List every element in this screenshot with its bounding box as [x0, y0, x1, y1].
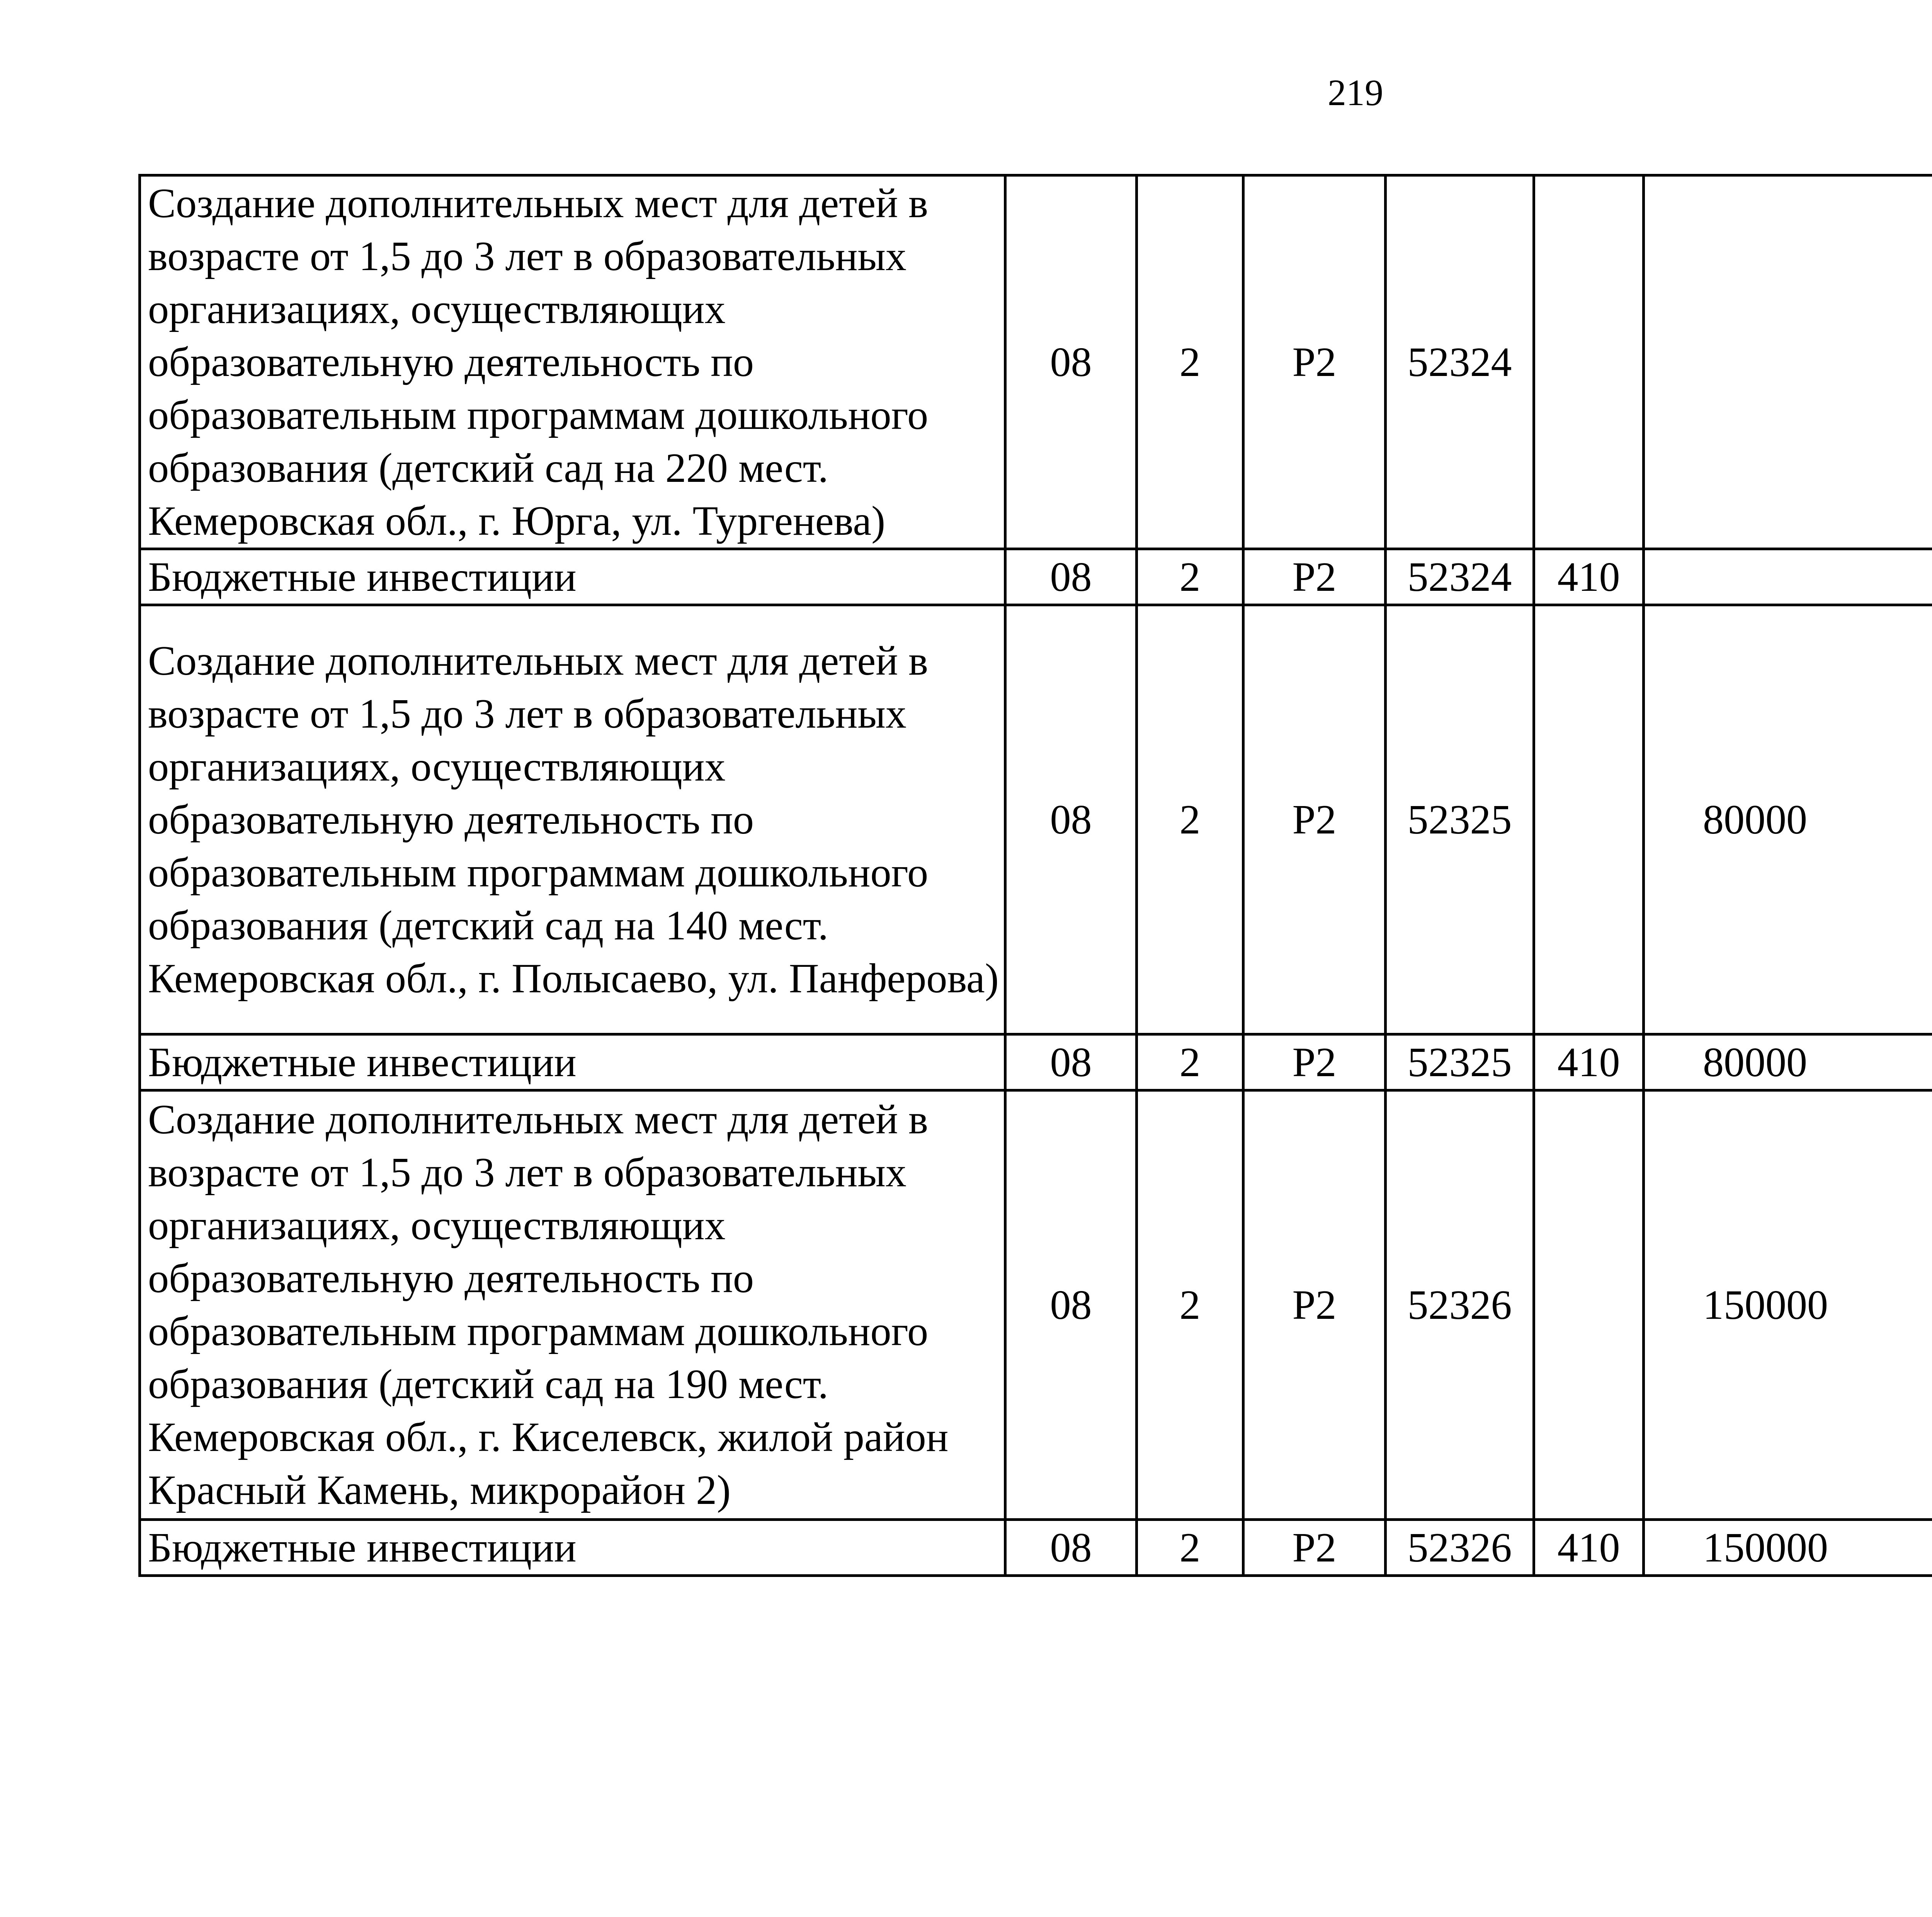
row-description: Бюджетные инвестиции [140, 1520, 1005, 1576]
amount-1: 150000 [1644, 1090, 1932, 1520]
section-code: 08 [1005, 1090, 1137, 1520]
table-row [140, 549, 1932, 605]
expense-type-code: 410 [1534, 1034, 1644, 1090]
budget-table [138, 174, 1932, 1577]
expense-type-code: 410 [1534, 549, 1644, 605]
amount-1 [1644, 549, 1932, 605]
subsection-code: 2 [1137, 175, 1243, 549]
article-code: 52326 [1386, 1090, 1534, 1520]
section-code: 08 [1005, 1034, 1137, 1090]
article-code: 52324 [1386, 549, 1534, 605]
expense-type-code [1534, 1090, 1644, 1520]
program-code: Р2 [1243, 175, 1386, 549]
section-code: 08 [1005, 549, 1137, 605]
article-code: 52326 [1386, 1520, 1534, 1576]
section-code: 08 [1005, 605, 1137, 1034]
article-code: 52325 [1386, 1034, 1534, 1090]
row-description: Создание дополнительных мест для детей в возрасте от 1,5 до 3 лет в образовательных организациях, осуществляющих образовательную деятельность по образовательным программам дошкольного образования (детский сад на 220 мест. Кемеровская обл., г. Юрга, ул. Тургенева) [140, 175, 1005, 549]
program-code: Р2 [1243, 1520, 1386, 1576]
expense-type-code [1534, 175, 1644, 549]
amount-1: 80000 [1644, 605, 1932, 1034]
row-description: Бюджетные инвестиции [140, 549, 1005, 605]
amount-1: 150000 [1644, 1520, 1932, 1576]
expense-type-code [1534, 605, 1644, 1034]
amount-1 [1644, 175, 1932, 549]
table-row [140, 1090, 1932, 1520]
table-row [140, 1034, 1932, 1090]
program-code: Р2 [1243, 1090, 1386, 1520]
row-description: Бюджетные инвестиции [140, 1034, 1005, 1090]
program-code: Р2 [1243, 1034, 1386, 1090]
subsection-code: 2 [1137, 1090, 1243, 1520]
section-code: 08 [1005, 1520, 1137, 1576]
subsection-code: 2 [1137, 549, 1243, 605]
subsection-code: 2 [1137, 1520, 1243, 1576]
table-row [140, 605, 1932, 1034]
article-code: 52324 [1386, 175, 1534, 549]
table-row [140, 1520, 1932, 1576]
section-code: 08 [1005, 175, 1137, 549]
page-number: 219 [1328, 72, 1383, 113]
expense-type-code: 410 [1534, 1520, 1644, 1576]
table-row [140, 175, 1932, 549]
row-description: Создание дополнительных мест для детей в возрасте от 1,5 до 3 лет в образовательных организациях, осуществляющих образовательную деятельность по образовательным программам дошкольного образования (детский сад на 190 мест. Кемеровская обл., г. Киселевск, жилой район Красный Камень, микрорайон 2) [140, 1090, 1005, 1520]
amount-1: 80000 [1644, 1034, 1932, 1090]
subsection-code: 2 [1137, 605, 1243, 1034]
program-code: Р2 [1243, 549, 1386, 605]
program-code: Р2 [1243, 605, 1386, 1034]
article-code: 52325 [1386, 605, 1534, 1034]
subsection-code: 2 [1137, 1034, 1243, 1090]
row-description: Создание дополнительных мест для детей в возрасте от 1,5 до 3 лет в образовательных организациях, осуществляющих образовательную деятельность по образовательным программам дошкольного образования (детский сад на 140 мест. Кемеровская обл., г. Полысаево, ул. Панферова) [140, 605, 1005, 1034]
